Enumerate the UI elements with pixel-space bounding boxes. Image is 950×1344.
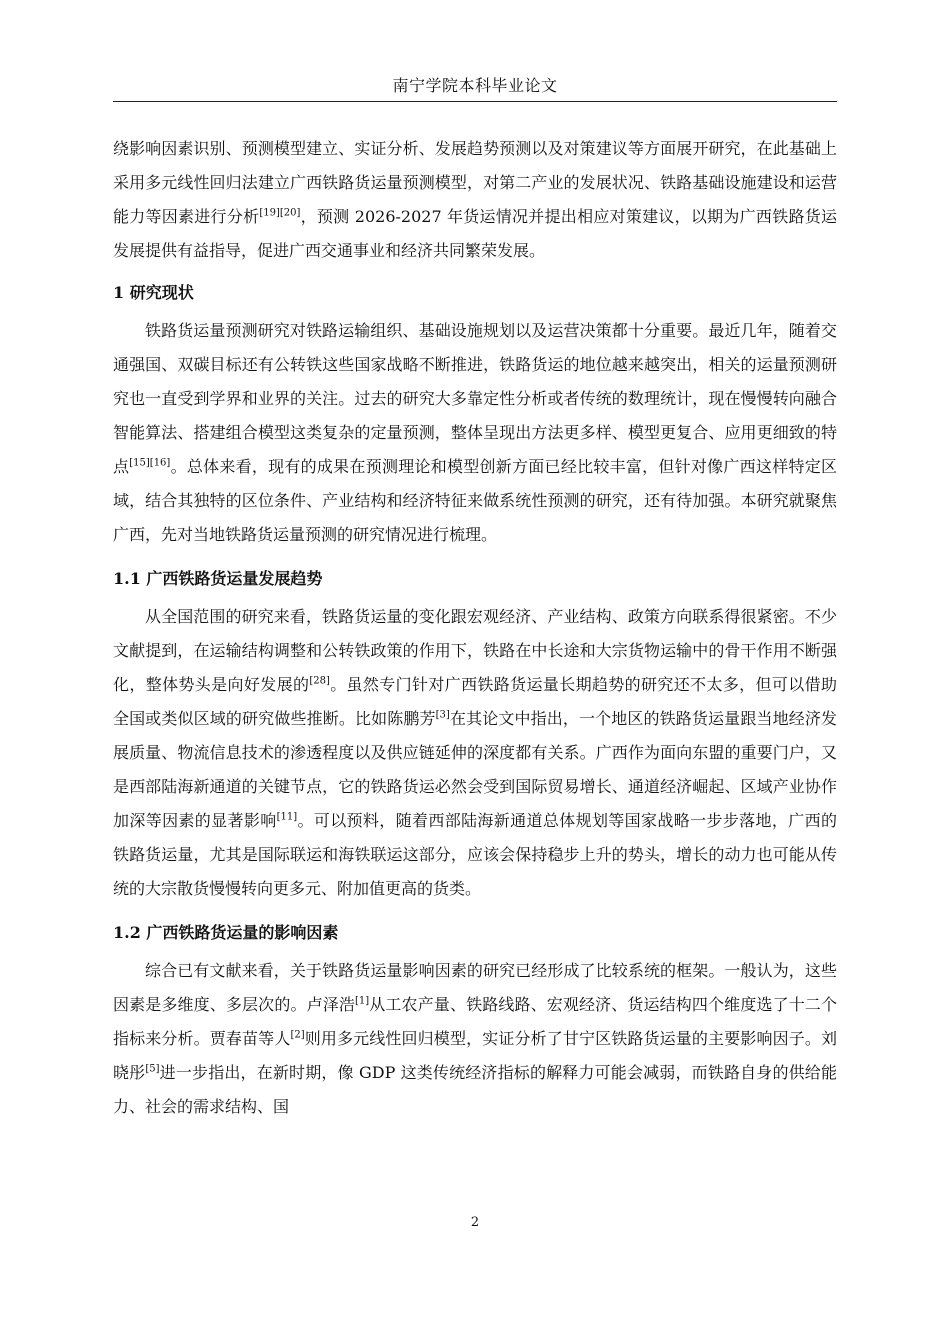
text-run: 综合已有文献来看，关于铁路货运量影响因素的研究已经形成了比较系统的框架。一般认为，这些因素是多维度、多层次的。卢泽浩 xyxy=(113,961,837,1014)
text-run: 铁路货运量预测研究对铁路运输组织、基础设施规划以及运营决策都十分重要。最近几年，随着交通强国、双碳目标还有公转铁这些国家战略不断推进，铁路货运的地位越来越突出，相关的运量预测研究也一直受到学界和业界的关注。过去的研究大多靠定性分析或者传统的数理统计，现在慢慢转向融合智能算法、搭建组合模型这类复杂的定量预测，整体呈现出方法更多样、模型更复合、应用更细致的特点 xyxy=(113,321,837,476)
text-run: 从工农产量、铁路线路、宏观经济、货运结构四个维度选了十二个指标来分析。贾春苗等人 xyxy=(113,995,837,1048)
text-run: 。可以预料，随着西部陆海新通道总体规划等国家战略一步步落地，广西的铁路货运量，尤其是国际联运和海铁联运这部分，应该会保持稳步上升的势头，增长的动力也可能从传统的大宗散货慢慢转向更多元、附加值更高的货类。 xyxy=(113,811,837,898)
citation: [5] xyxy=(145,1063,160,1075)
paragraph-trend xyxy=(113,600,837,906)
header-rule xyxy=(113,101,837,102)
page-number: 2 xyxy=(470,1215,480,1230)
citation: [2] xyxy=(290,1029,305,1041)
text-run: 。虽然专门针对广西铁路货运量长期趋势的研究还不太多，但可以借助全国或类似区域的研究做些推断。比如陈鹏芳 xyxy=(113,675,837,728)
text-run: 在其论文中指出，一个地区的铁路货运量跟当地经济发展质量、物流信息技术的渗透程度以及供应链延伸的深度都有关系。广西作为面向东盟的重要门户，又是西部陆海新通道的关键节点，它的铁路货运必然会受到国际贸易增长、通道经济崛起、区域产业协作加深等因素的显著影响 xyxy=(113,709,837,830)
citation: [19][20] xyxy=(259,207,301,219)
body-text xyxy=(113,132,837,1124)
citation: [3] xyxy=(435,709,450,721)
citation: [15][16] xyxy=(129,457,171,469)
section-heading-1-2: 1.2 广西铁路货运量的影响因素 xyxy=(113,923,339,942)
running-header: 南宁学院本科毕业论文 xyxy=(392,76,558,95)
paragraph-factors xyxy=(113,954,837,1124)
text-run: 则用多元线性回归模型，实证分析了甘宁区铁路货运量的主要影响因子。刘晓彤 xyxy=(113,1029,837,1082)
section-heading-1: 1 研究现状 xyxy=(113,283,194,302)
text-run: 从全国范围的研究来看，铁路货运量的变化跟宏观经济、产业结构、政策方向联系得很紧密。不少文献提到，在运输结构调整和公转铁政策的作用下，铁路在中长途和大宗货物运输中的骨干作用不断强化，整体势头是向好发展的 xyxy=(113,607,837,694)
text-run: 进一步指出，在新时期，像 GDP 这类传统经济指标的解释力可能会减弱，而铁路自身的供给能力、社会的需求结构、国 xyxy=(113,1063,837,1116)
text-run: 绕影响因素识别、预测模型建立、实证分析、发展趋势预测以及对策建议等方面展开研究，在此基础上采用多元线性回归法建立广西铁路货运量预测模型，对第二产业的发展状况、铁路基础设施建设和运营能力等因素进行分析 xyxy=(113,139,837,226)
paragraph-intro-continued xyxy=(113,132,837,268)
text-run: 。总体来看，现有的成果在预测理论和模型创新方面已经比较丰富，但针对像广西这样特定区域，结合其独特的区位条件、产业结构和经济特征来做系统性预测的研究，还有待加强。本研究就聚焦广西，先对当地铁路货运量预测的研究情况进行梳理。 xyxy=(113,457,837,544)
citation: [28] xyxy=(309,675,330,687)
citation: [1] xyxy=(354,995,370,1007)
citation: [11] xyxy=(276,811,298,823)
text-run: ，预测 2026-2027 年货运情况并提出相应对策建议，以期为广西铁路货运发展提供有益指导，促进广西交通事业和经济共同繁荣发展。 xyxy=(113,207,837,260)
paragraph-research-status xyxy=(113,314,837,552)
section-heading-1-1: 1.1 广西铁路货运量发展趋势 xyxy=(113,569,323,588)
